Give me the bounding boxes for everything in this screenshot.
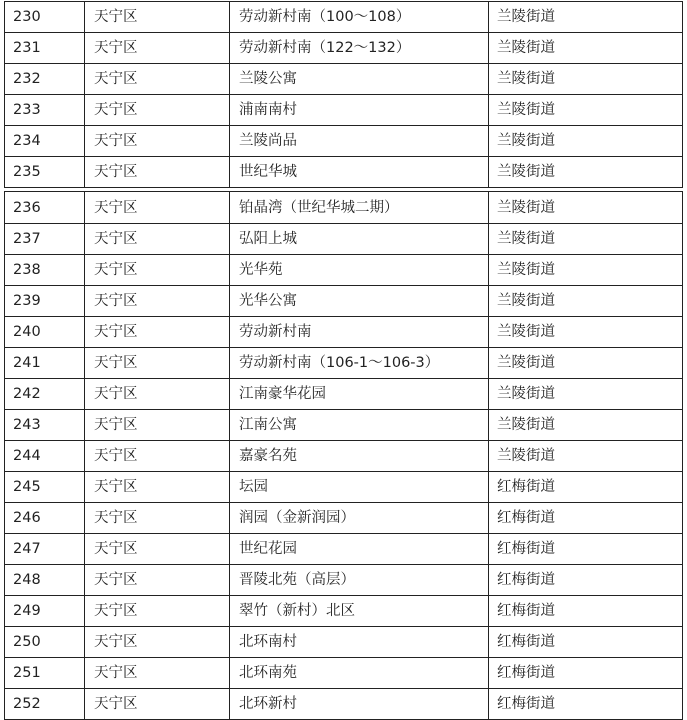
table-row — [5, 379, 683, 410]
district-cell: 天宁区 — [85, 224, 230, 255]
street-cell: 红梅街道 — [489, 596, 683, 627]
row-number-cell: 237 — [5, 224, 85, 255]
street-cell: 兰陵街道 — [489, 157, 683, 188]
community-name-cell: 光华公寓 — [230, 286, 489, 317]
district-cell: 天宁区 — [85, 596, 230, 627]
table-row — [5, 472, 683, 503]
community-name-cell: 翠竹（新村）北区 — [230, 596, 489, 627]
table-row — [5, 33, 683, 64]
district-cell: 天宁区 — [85, 658, 230, 689]
district-cell: 天宁区 — [85, 157, 230, 188]
district-cell: 天宁区 — [85, 126, 230, 157]
row-number-cell: 235 — [5, 157, 85, 188]
district-cell: 天宁区 — [85, 64, 230, 95]
table-body-lower — [5, 192, 683, 720]
community-name-cell: 兰陵公寓 — [230, 64, 489, 95]
table-row — [5, 503, 683, 534]
table-row — [5, 126, 683, 157]
table-row — [5, 596, 683, 627]
community-name-cell: 晋陵北苑（高层） — [230, 565, 489, 596]
district-cell: 天宁区 — [85, 379, 230, 410]
community-name-cell: 劳动新村南（106-1～106-3） — [230, 348, 489, 379]
community-name-cell: 北环南村 — [230, 627, 489, 658]
street-cell: 兰陵街道 — [489, 95, 683, 126]
row-number-cell: 251 — [5, 658, 85, 689]
row-number-cell: 242 — [5, 379, 85, 410]
community-name-cell: 润园（金新润园） — [230, 503, 489, 534]
table-row — [5, 192, 683, 224]
table-row — [5, 286, 683, 317]
community-name-cell: 兰陵尚品 — [230, 126, 489, 157]
table-row — [5, 565, 683, 596]
district-cell: 天宁区 — [85, 286, 230, 317]
district-cell: 天宁区 — [85, 255, 230, 286]
row-number-cell: 233 — [5, 95, 85, 126]
district-cell: 天宁区 — [85, 441, 230, 472]
row-number-cell: 241 — [5, 348, 85, 379]
table-row — [5, 410, 683, 441]
street-cell: 红梅街道 — [489, 689, 683, 720]
table-row — [5, 317, 683, 348]
community-name-cell: 坛园 — [230, 472, 489, 503]
community-name-cell: 世纪华城 — [230, 157, 489, 188]
row-number-cell: 250 — [5, 627, 85, 658]
table-row — [5, 95, 683, 126]
street-cell: 红梅街道 — [489, 565, 683, 596]
community-name-cell: 劳动新村南 — [230, 317, 489, 348]
district-cell: 天宁区 — [85, 33, 230, 64]
row-number-cell: 245 — [5, 472, 85, 503]
row-number-cell: 249 — [5, 596, 85, 627]
community-name-cell: 嘉豪名苑 — [230, 441, 489, 472]
street-cell: 兰陵街道 — [489, 379, 683, 410]
table-body-upper — [5, 2, 683, 188]
row-number-cell: 230 — [5, 2, 85, 33]
row-number-cell: 243 — [5, 410, 85, 441]
table-row — [5, 157, 683, 188]
community-table-lower — [4, 191, 683, 720]
street-cell: 兰陵街道 — [489, 286, 683, 317]
row-number-cell: 247 — [5, 534, 85, 565]
row-number-cell: 246 — [5, 503, 85, 534]
row-number-cell: 234 — [5, 126, 85, 157]
table-row — [5, 2, 683, 33]
street-cell: 红梅街道 — [489, 472, 683, 503]
row-number-cell: 248 — [5, 565, 85, 596]
row-number-cell: 238 — [5, 255, 85, 286]
row-number-cell: 232 — [5, 64, 85, 95]
street-cell: 兰陵街道 — [489, 317, 683, 348]
district-cell: 天宁区 — [85, 2, 230, 33]
row-number-cell: 244 — [5, 441, 85, 472]
street-cell: 兰陵街道 — [489, 126, 683, 157]
street-cell: 兰陵街道 — [489, 410, 683, 441]
table-row — [5, 64, 683, 95]
row-number-cell: 236 — [5, 192, 85, 224]
community-name-cell: 江南公寓 — [230, 410, 489, 441]
district-cell: 天宁区 — [85, 503, 230, 534]
street-cell: 兰陵街道 — [489, 348, 683, 379]
street-cell: 红梅街道 — [489, 658, 683, 689]
district-cell: 天宁区 — [85, 348, 230, 379]
street-cell: 兰陵街道 — [489, 64, 683, 95]
community-name-cell: 光华苑 — [230, 255, 489, 286]
table-row — [5, 534, 683, 565]
community-name-cell: 世纪花园 — [230, 534, 489, 565]
district-cell: 天宁区 — [85, 95, 230, 126]
row-number-cell: 252 — [5, 689, 85, 720]
street-cell: 红梅街道 — [489, 627, 683, 658]
district-cell: 天宁区 — [85, 627, 230, 658]
table-row — [5, 348, 683, 379]
street-cell: 兰陵街道 — [489, 224, 683, 255]
table-row — [5, 627, 683, 658]
community-name-cell: 北环南苑 — [230, 658, 489, 689]
table-row — [5, 224, 683, 255]
community-name-cell: 北环新村 — [230, 689, 489, 720]
district-cell: 天宁区 — [85, 317, 230, 348]
district-cell: 天宁区 — [85, 565, 230, 596]
table-row — [5, 255, 683, 286]
district-cell: 天宁区 — [85, 534, 230, 565]
table-row — [5, 441, 683, 472]
community-table-upper — [4, 1, 683, 188]
district-cell: 天宁区 — [85, 410, 230, 441]
district-cell: 天宁区 — [85, 689, 230, 720]
row-number-cell: 240 — [5, 317, 85, 348]
street-cell: 兰陵街道 — [489, 192, 683, 224]
row-number-cell: 231 — [5, 33, 85, 64]
community-name-cell: 浦南南村 — [230, 95, 489, 126]
street-cell: 红梅街道 — [489, 534, 683, 565]
table-row — [5, 658, 683, 689]
community-name-cell: 劳动新村南（100～108） — [230, 2, 489, 33]
street-cell: 兰陵街道 — [489, 441, 683, 472]
street-cell: 红梅街道 — [489, 503, 683, 534]
street-cell: 兰陵街道 — [489, 2, 683, 33]
community-name-cell: 弘阳上城 — [230, 224, 489, 255]
community-name-cell: 劳动新村南（122～132） — [230, 33, 489, 64]
district-cell: 天宁区 — [85, 472, 230, 503]
community-name-cell: 江南豪华花园 — [230, 379, 489, 410]
street-cell: 兰陵街道 — [489, 33, 683, 64]
table-row — [5, 689, 683, 720]
street-cell: 兰陵街道 — [489, 255, 683, 286]
row-number-cell: 239 — [5, 286, 85, 317]
community-name-cell: 铂晶湾（世纪华城二期） — [230, 192, 489, 224]
district-cell: 天宁区 — [85, 192, 230, 224]
